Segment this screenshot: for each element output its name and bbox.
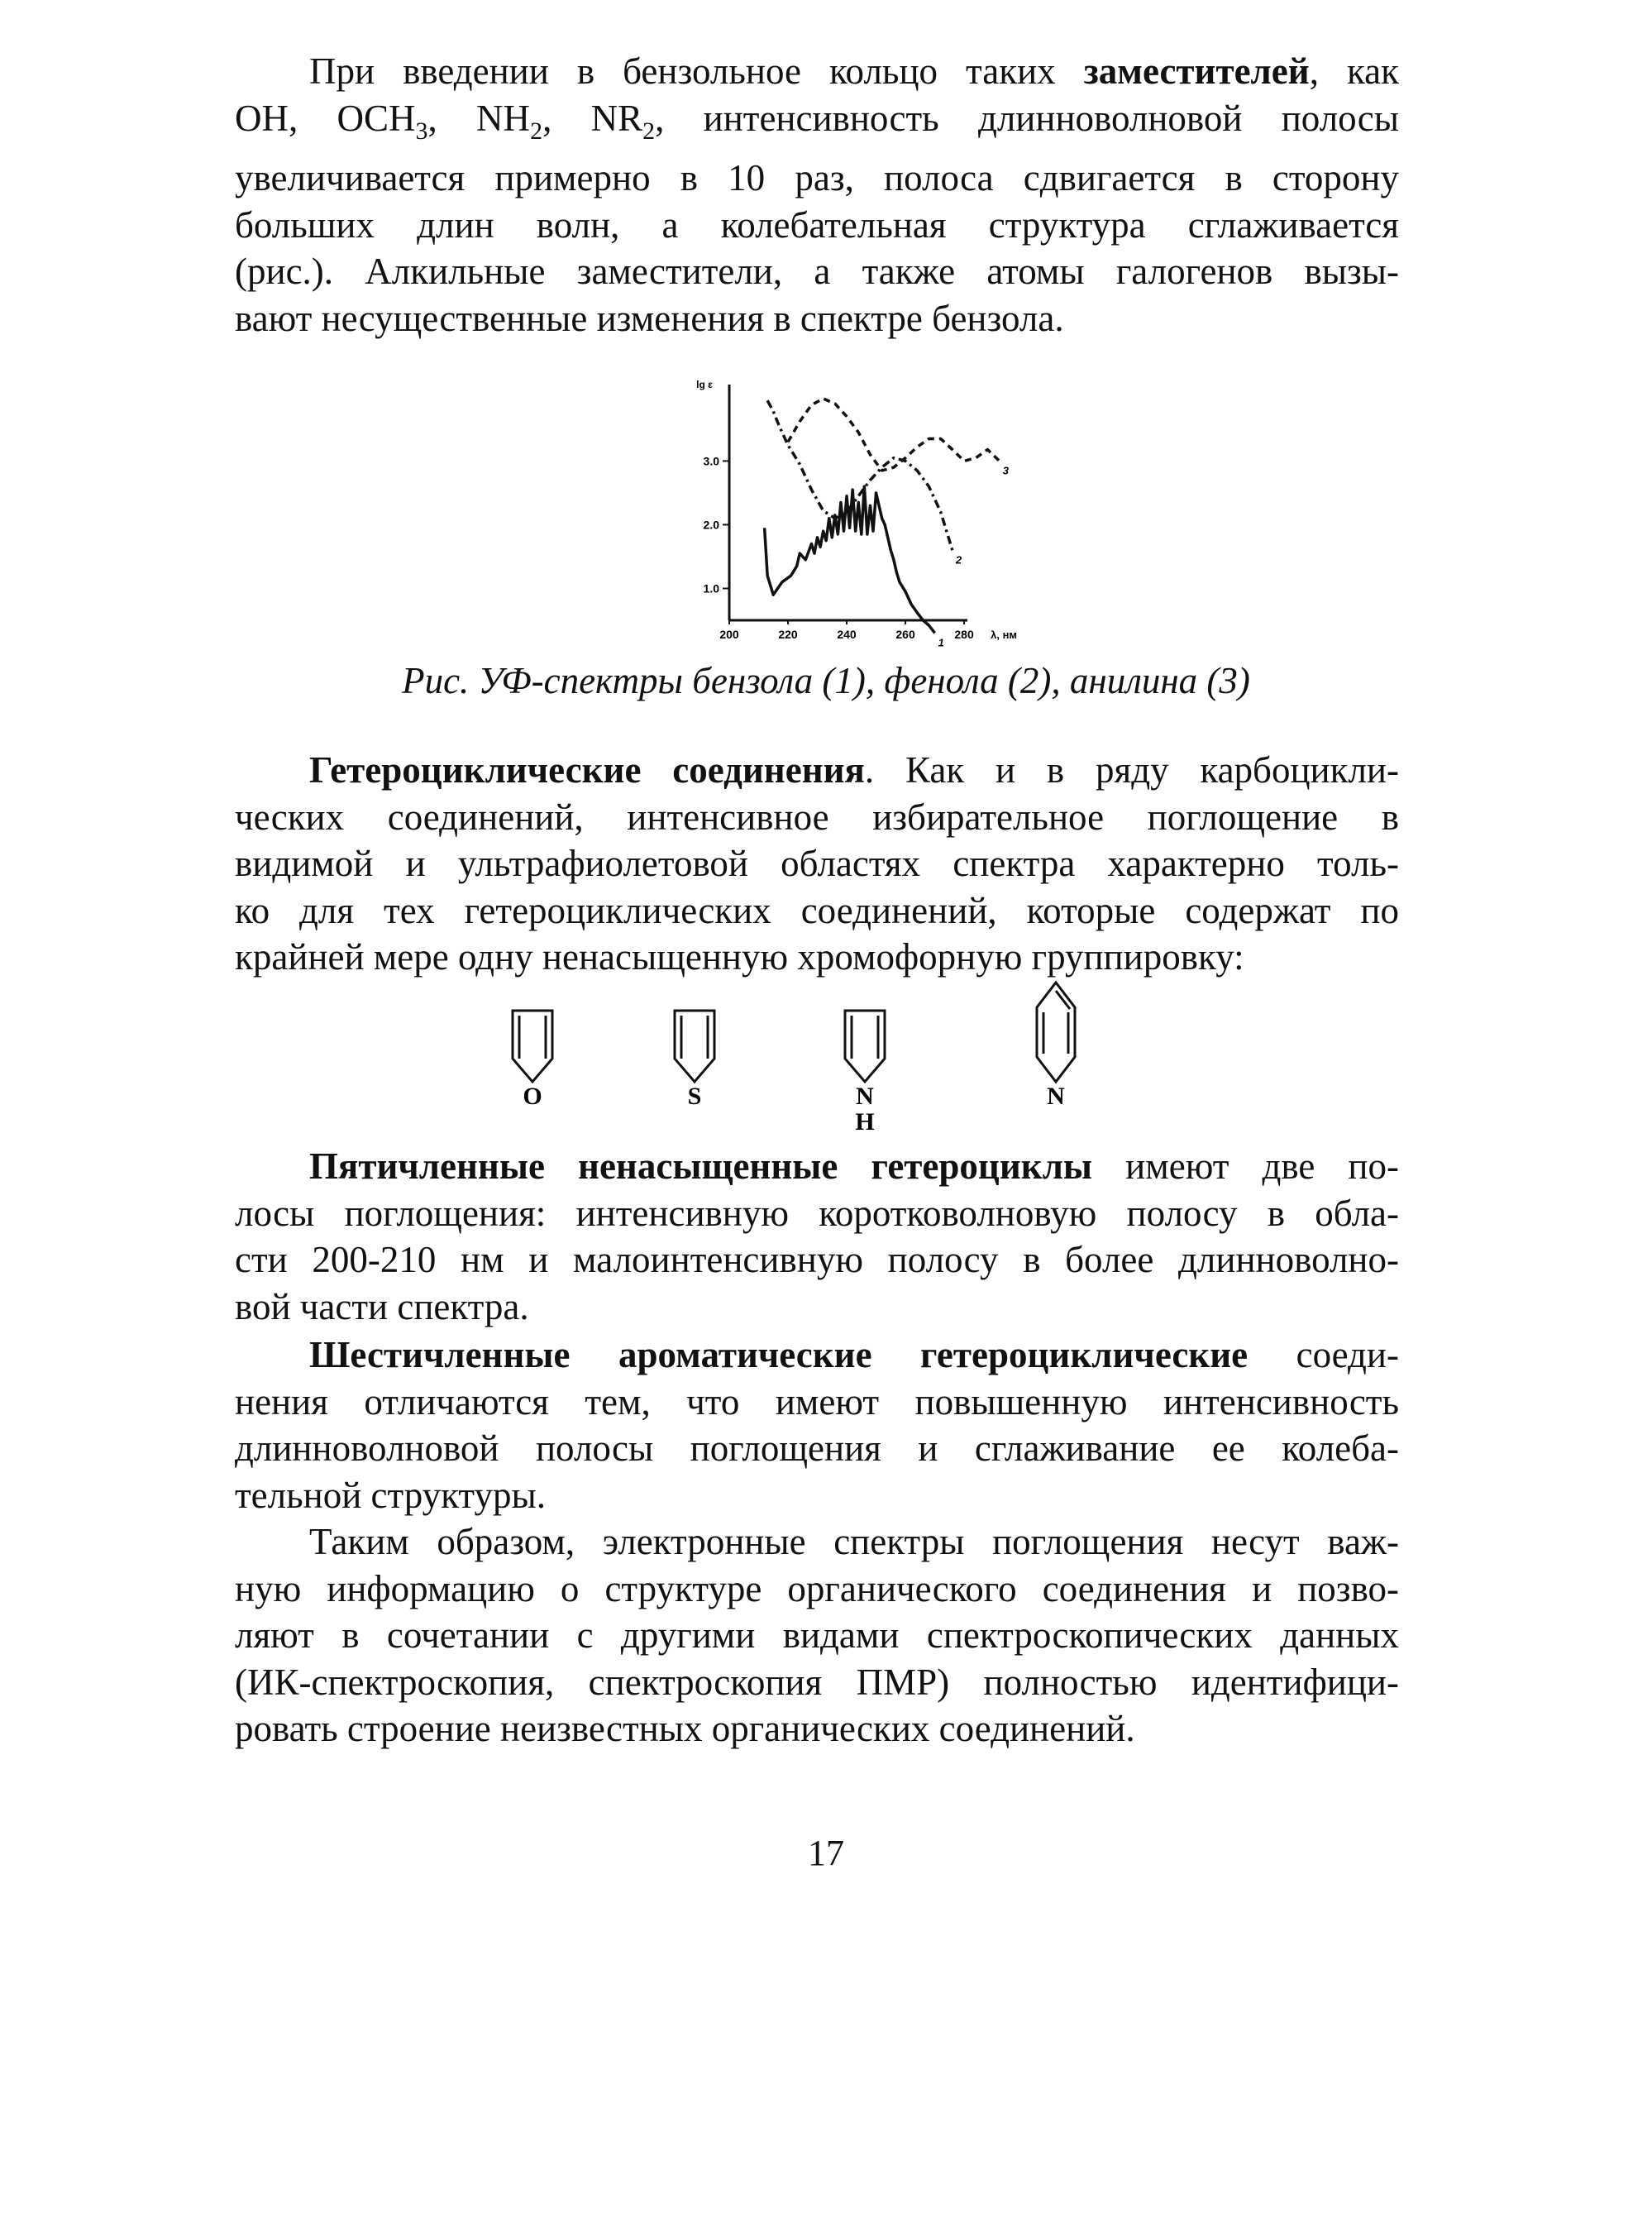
series-label-2: 2 xyxy=(955,553,962,567)
x-tick-label: 260 xyxy=(895,628,915,641)
paragraph-conclusion xyxy=(235,1518,1399,1752)
text-line: вой части спектра. xyxy=(235,1285,529,1327)
text-line: больших длин волн, а колебательная структура сглаживается xyxy=(235,203,1399,246)
atom-label: H xyxy=(855,1108,875,1136)
atom-label: N xyxy=(856,1083,874,1110)
y-tick-label: 1.0 xyxy=(703,581,719,595)
text-line: длинноволновой полосы поглощения и сглаживание ее колеба- xyxy=(235,1427,1399,1470)
text-line: Гетероциклические соединения. Как и в ряду карбоцикли- xyxy=(309,749,1399,791)
text-line: При введении в бензольное кольцо таких заместителей, как xyxy=(309,50,1399,92)
text-line: OH, $OCH_3$, $NH_2$, $NR_2$, интенсивность длинноволновой полосы xyxy=(235,97,1400,145)
page-number: 17 xyxy=(808,1833,844,1873)
text-line: Шестичленные ароматические гетероциклические соеди- xyxy=(309,1334,1399,1375)
y-tick-label: 2.0 xyxy=(703,518,719,532)
text-line: Пятичленные ненасыщенные гетероциклы имеют две по- xyxy=(309,1145,1399,1187)
uv-spectra-chart xyxy=(678,368,1025,649)
text-line: (рис.). Алкильные заместители, а также атомы галогенов вызы- xyxy=(235,251,1399,293)
pyrrole-structure xyxy=(845,1011,885,1082)
thiophene-structure xyxy=(675,1011,714,1082)
text-line: ческих соединений, интенсивное избирательное поглощение в xyxy=(235,796,1399,838)
text-line: нения отличаются тем, что имеют повышенную интенсивность xyxy=(235,1380,1399,1423)
y-axis-label: lg ε xyxy=(696,379,713,390)
paragraph-substituents xyxy=(235,48,1399,342)
text-line: увеличивается примерно в 10 раз, полоса сдвигается в сторону xyxy=(235,157,1399,199)
paragraph-five-membered xyxy=(235,1143,1399,1330)
figure-caption: Рис. УФ-спектры бензола (1), фенола (2), анилина (3) xyxy=(402,660,1250,701)
atom-label: S xyxy=(687,1083,702,1110)
atom-label: N xyxy=(1047,1083,1065,1110)
text-line: видимой и ультрафиолетовой областях спектра характерно толь- xyxy=(235,843,1399,885)
text-line: крайней мере одну ненасыщенную хромофорную группировку: xyxy=(235,936,1244,978)
text-line: ную информацию о структуре органического соединения и позво- xyxy=(235,1567,1399,1609)
text-line: тельной структуры. xyxy=(235,1474,546,1516)
text-line: сти 200-210 нм и малоинтенсивную полосу в более длинноволно- xyxy=(235,1239,1399,1281)
series-label-1: 1 xyxy=(938,636,944,649)
paragraph-six-membered xyxy=(235,1332,1399,1518)
text-line: вают несущественные изменения в спектре бензола. xyxy=(235,297,1064,339)
text-line: Таким образом, электронные спектры поглощения несут важ- xyxy=(309,1521,1399,1562)
paragraph-heterocyclic xyxy=(235,747,1399,981)
text-line: ровать строение неизвестных органических соединений. xyxy=(235,1708,1135,1750)
text-line: ко для тех гетероциклических соединений, которые содержат по xyxy=(235,889,1399,931)
x-tick-label: 200 xyxy=(719,628,739,641)
y-tick-label: 3.0 xyxy=(703,454,719,468)
pyridine-structure xyxy=(1037,983,1075,1082)
text-line: ляют в сочетании с другими видами спектроскопических данных xyxy=(235,1614,1399,1657)
x-axis-label: λ, нм xyxy=(991,629,1018,641)
text-line: лосы поглощения: интенсивную коротковолновую полосу в обла- xyxy=(235,1192,1399,1234)
x-tick-label: 240 xyxy=(837,628,857,641)
x-tick-label: 220 xyxy=(778,628,798,641)
series-line-3 xyxy=(788,399,1000,471)
text-line: (ИК-спектроскопия, спектроскопия ПМР) полностью идентифици- xyxy=(235,1661,1399,1703)
series-label-3: 3 xyxy=(1002,464,1009,477)
x-tick-label: 280 xyxy=(954,628,974,641)
heterocycle-structures xyxy=(463,976,1124,1150)
furan-structure xyxy=(513,1011,552,1082)
atom-label: O xyxy=(523,1083,542,1110)
